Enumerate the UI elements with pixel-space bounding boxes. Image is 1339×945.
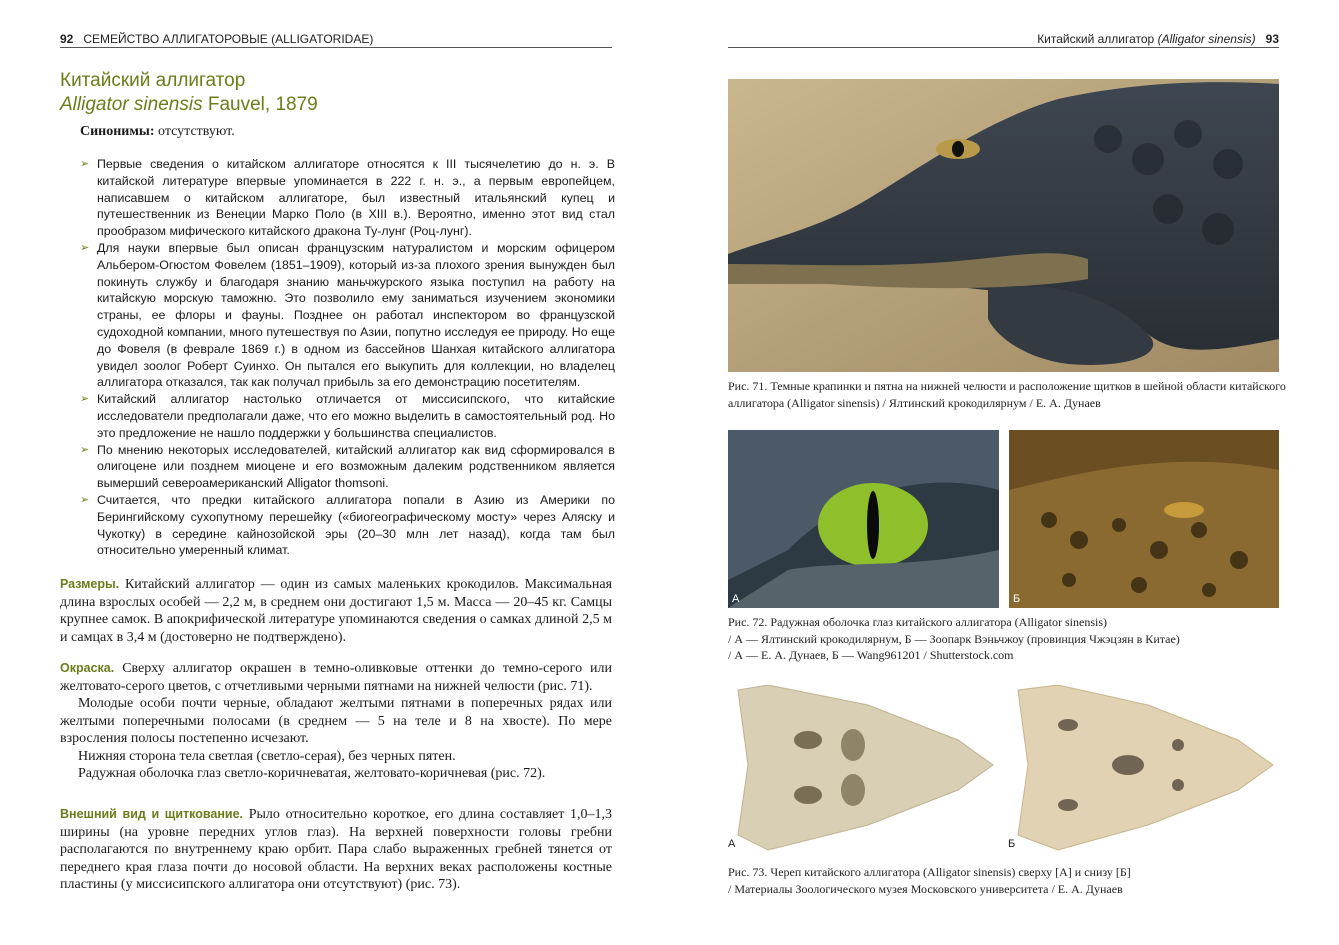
header-latin: (Alligator sinensis)	[1157, 32, 1256, 46]
arrow-bullet-icon: ➢	[80, 241, 90, 254]
alligator-eye-image	[728, 430, 999, 608]
section-text: Нижняя сторона тела светлая (светло-серая), без черных пятен.	[78, 748, 456, 764]
bullet-text: Для науки впервые был описан французским натуралистом и морским офицером Альбером-Огюстом Фовелем (1851–1909), который из-за плохого зрения вынужден был покинуть службу и благодаря знанию маньчжурского языка поступил на работу на китайскую морскую таможню. Это позволило ему заниматься изучением экономики страны, ее флоры и фауны. Позднее он работал инспектором во французской судоходной компании, много путешествуя по Азии, попутно исследуя ее природу. Но еще до Фовеля (в феврале 1869 г.) в одном из бассейнов Шанхая китайского аллигатора увидел зоолог Роберт Суинхо. Он пытался его выкупить для коллекции, но владелец аллигатора отказался, так как получал прибыль за его демонстрацию посетителям.	[97, 240, 615, 390]
fig73-caption-line: Рис. 73. Череп китайского аллигатора (Alligator sinensis) сверху [А] и снизу [Б]	[728, 865, 1131, 879]
page-number: 92	[60, 32, 74, 46]
bullet-list	[80, 156, 615, 559]
section-heading: Внешний вид и щиткование.	[60, 807, 244, 821]
alligator-snout-image	[1009, 430, 1279, 608]
bullet-item	[80, 442, 615, 492]
chapter-title: Китайский аллигатор	[1037, 32, 1155, 46]
bullet-text: По мнению некоторых исследователей, китайский аллигатор как вид сформировался в олигоцене или позднем миоцене и его возможным далеким родственником является вымерший североамериканский Alligator thomsoni.	[97, 442, 615, 491]
fig73-caption-line: / Материалы Зоологического музея Московского университета / Е. А. Дунаев	[728, 881, 1123, 896]
section-text: Рыло относительно короткое, его длина составляет 1,0–1,3 ширины (на уровне передних углов глаз). На верхней поверхности головы гребни располагаются по внутреннему краю орбит. Пара слабо выраженных гребней тянется от переднего края глаза почти до носовой области. На верхних веках расположены костные пластины (у миссисипского аллигатора они отсутствуют) (рис. 73).	[60, 807, 613, 892]
bullet-text: Первые сведения о китайском аллигаторе относятся к III тысячелетию до н. э. В китайской литературе впервые упоминается в 222 г. н. э., а первым европейцем, написавшем о китайском аллигаторе, был известный итальянский купец и путешественник из Венеции Марко Поло (в XIII в.). Вероятно, именно этот вид стал прообразом мифического китайского дракона Ту-лунг (Роц-лунг).	[97, 157, 615, 239]
synonyms	[80, 124, 235, 140]
fig73-caption	[728, 864, 1288, 897]
bullet-text: Считается, что предки китайского аллигатора попали в Азию из Америки по Берингийскому сухопутному перешейку («биогеографическому мосту» через Аляску и Чукотку) в середине кайнозойской эры (20–30 млн лет назад), когда там был относительно умеренный климат.	[97, 492, 615, 558]
running-header-left	[60, 32, 373, 46]
fig72-label-b: Б	[1013, 593, 1021, 605]
fig72-label-a: А	[732, 593, 740, 605]
page-number: 93	[1265, 32, 1279, 46]
fig72-caption-line: / А — Ялтинский крокодилярнум, Б — Зоопарк Вэньчжоу (провинция Чжэцзян в Китае)	[728, 631, 1180, 646]
bullet-item	[80, 391, 615, 441]
section-text: Сверху аллигатор окрашен в темно-оливковые оттенки до темно-серого или желтовато-серого цветов, с отчетливыми черными пятнами на нижней челюсти (рис. 71).	[60, 661, 613, 694]
right-page	[670, 0, 1339, 945]
section-text: Молодые особи почти черные, обладают желтыми пятнами в поперечных рядах или желтыми поперечными полосами (в среднем — 5 на теле и 8 на хвосте). По мере взросления полосы постепенно исчезают.	[60, 696, 612, 746]
bullet-text: Китайский аллигатор настолько отличается от миссисипского, что китайские исследователи предполагали даже, что его можно выделить в самостоятельный род. Но это предложение не нашло поддержки у большинства специалистов.	[97, 392, 615, 440]
bullet-item	[80, 240, 615, 391]
skull-images	[728, 685, 1279, 855]
fig72-caption-line: / А — Е. А. Дунаев, Б — Wang961201 / Shutterstock.com	[728, 648, 1014, 662]
section-heading: Окраска.	[60, 661, 115, 675]
header-rule	[60, 47, 612, 48]
section-text: Радужная оболочка глаз светло-коричневатая, желтовато-коричневая (рис. 72).	[78, 766, 546, 781]
species-latin-name	[60, 94, 318, 116]
bullet-item	[80, 492, 615, 559]
fig73-skulls	[728, 685, 1279, 855]
section-text: Китайский аллигатор — один из самых маленьких крокодилов. Максимальная длина взрослых особей — 2,2 м, в среднем они достигают 1,5 м. Масса — 20–45 кг. Самцы крупнее самок. В апокрифической литературе упоминаются сведения о самках длиной 2,5 м и самцах в 3,4 м (достоверно не подтверждено).	[60, 577, 613, 645]
section-appearance	[60, 806, 612, 894]
synonyms-value: отсутствуют.	[158, 124, 235, 139]
section-heading: Размеры.	[60, 577, 120, 591]
fig72b-head-photo	[1009, 430, 1279, 608]
arrow-bullet-icon: ➢	[80, 493, 90, 506]
fig73-label-a: А	[728, 838, 736, 850]
species-title: Китайский аллигатор	[60, 70, 246, 91]
chapter-title: СЕМЕЙСТВО АЛЛИГАТОРОВЫЕ (ALLIGATORIDAE)	[83, 32, 374, 46]
fig73-label-b: Б	[1008, 838, 1016, 850]
running-header-right	[1037, 32, 1279, 46]
synonyms-label: Синонимы:	[80, 124, 155, 139]
latin-binomial: Alligator sinensis	[60, 94, 203, 115]
header-rule	[728, 47, 1279, 48]
fig72-caption-line: Рис. 72. Радужная оболочка глаз китайского аллигатора (Alligator sinensis)	[728, 615, 1107, 629]
fig71-caption: Рис. 71. Темные крапинки и пятна на нижней челюсти и расположение щитков в шейной области китайского аллигатора (Alligator sinensis) / Ялтинский крокодилярнум / Е. А. Дунаев	[728, 379, 1286, 410]
arrow-bullet-icon: ➢	[80, 158, 90, 170]
fig72a-eye-photo	[728, 430, 999, 608]
section-size	[60, 576, 612, 646]
alligator-head-image	[728, 79, 1279, 372]
arrow-bullet-icon: ➢	[80, 393, 90, 406]
section-color	[60, 660, 612, 783]
author-year: Fauvel, 1879	[207, 94, 318, 115]
fig72-caption	[728, 614, 1288, 664]
arrow-bullet-icon: ➢	[80, 443, 90, 456]
fig71-alligator-photo	[728, 79, 1279, 372]
bullet-item	[80, 156, 615, 240]
